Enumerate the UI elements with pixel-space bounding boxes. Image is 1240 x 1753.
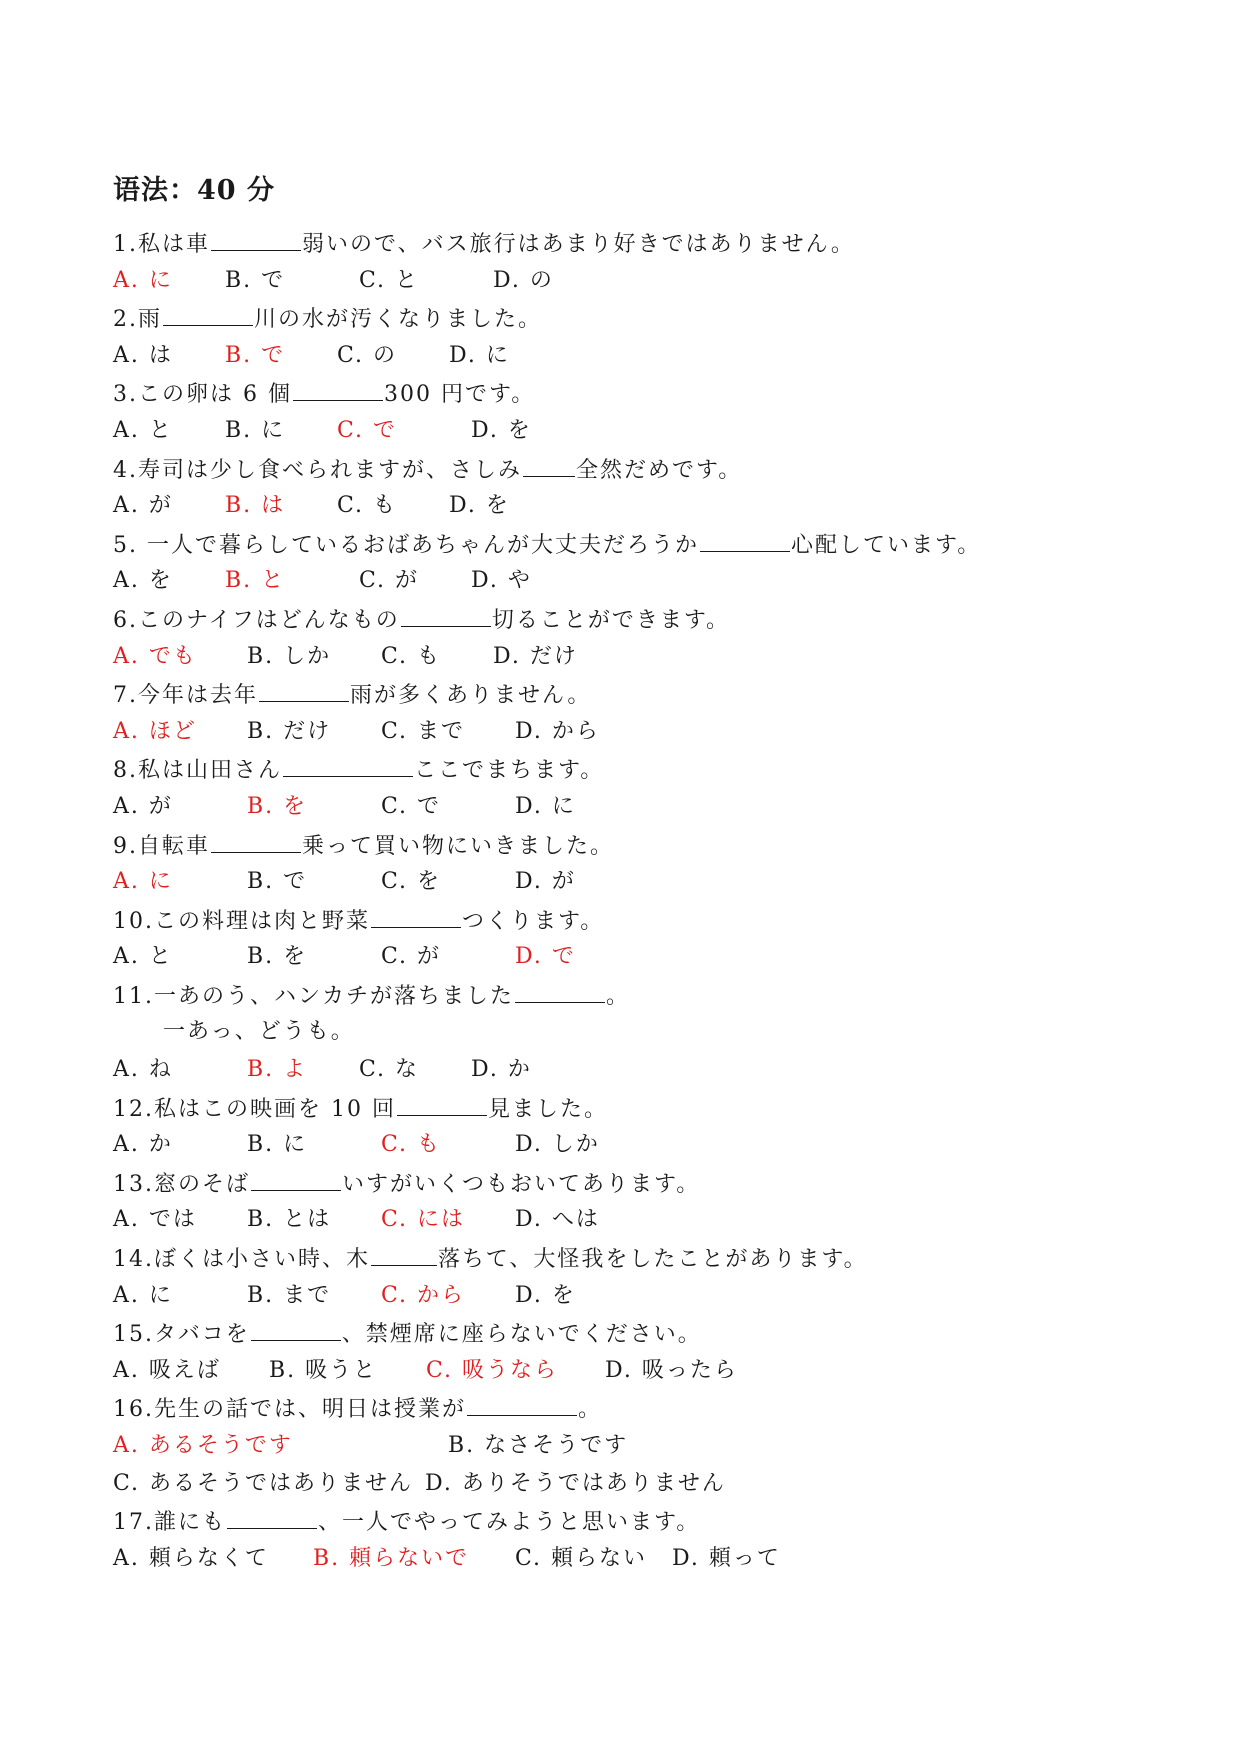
options-row — [113, 412, 1153, 450]
question-text-after: ここでまちます。 — [414, 758, 605, 784]
answer-option[interactable]: D. を — [515, 1282, 576, 1308]
question-number: 2. — [113, 307, 138, 333]
question-text-after: 心配しています。 — [791, 532, 982, 558]
answer-option[interactable]: B. で — [225, 267, 286, 293]
answer-option[interactable]: D. 吸ったら — [605, 1357, 738, 1383]
question-line — [113, 750, 1153, 788]
question-number: 3. — [113, 382, 138, 408]
question-text-before: 先生の話では、明日は授業が — [154, 1397, 467, 1423]
question-line — [113, 224, 1153, 262]
section-title: 语法：40 分 — [113, 175, 275, 206]
question-number: 6. — [113, 607, 138, 633]
question-number: 16. — [113, 1397, 154, 1423]
answer-option[interactable]: A. が — [113, 493, 173, 519]
question-number: 5. — [113, 532, 138, 558]
options-row — [113, 788, 1153, 826]
question-text-after: 300 円です。 — [383, 382, 536, 408]
answer-blank[interactable] — [371, 1239, 437, 1266]
options-row — [113, 337, 1153, 375]
question-line — [113, 450, 1153, 488]
answer-blank[interactable] — [293, 374, 383, 401]
answer-option[interactable]: A. ね — [113, 1057, 173, 1083]
answer-option[interactable]: D. に — [515, 793, 576, 819]
question-number: 10. — [113, 908, 154, 934]
answer-blank[interactable] — [371, 901, 461, 928]
answer-option[interactable]: D. へは — [515, 1207, 600, 1233]
answer-option[interactable]: C. も — [381, 643, 442, 669]
answer-blank[interactable] — [211, 826, 301, 853]
answer-blank[interactable] — [283, 750, 413, 777]
answer-option[interactable]: B. を — [247, 944, 308, 970]
answer-option[interactable]: B. 頼らないで — [313, 1545, 470, 1571]
answer-option[interactable]: A. か — [113, 1132, 173, 1158]
answer-option[interactable]: D. を — [471, 417, 532, 443]
question-text-before: タバコを — [154, 1322, 250, 1348]
options-row — [113, 1201, 1153, 1239]
answer-option[interactable]: B. を — [247, 793, 308, 819]
answer-option[interactable]: C. から — [381, 1282, 466, 1308]
answer-option[interactable]: C. の — [337, 342, 398, 368]
answer-option[interactable]: C. で — [381, 793, 442, 819]
answer-option[interactable]: D. の — [493, 267, 554, 293]
answer-blank[interactable] — [163, 299, 253, 326]
question-text-before: 私は山田さん — [138, 758, 283, 784]
answer-option[interactable]: D. か — [471, 1057, 532, 1083]
question-number: 14. — [113, 1247, 154, 1273]
answer-option[interactable]: C. と — [359, 267, 420, 293]
question-text-before: 私はこの映画を 10 回 — [154, 1096, 396, 1122]
question-line — [113, 976, 1153, 1014]
question-text-before: 一あのう、ハンカチが落ちました — [154, 983, 515, 1009]
answer-option[interactable]: B. とは — [247, 1207, 332, 1233]
answer-option[interactable]: A. あるそうです — [113, 1433, 293, 1458]
question-number: 11. — [113, 983, 154, 1009]
options-row — [113, 562, 1153, 600]
answer-option[interactable]: B. と — [225, 568, 286, 594]
answer-blank[interactable] — [467, 1389, 577, 1416]
question-number: 12. — [113, 1096, 154, 1122]
answer-blank[interactable] — [251, 1314, 341, 1341]
answer-blank[interactable] — [251, 1164, 341, 1191]
question-text-before: 窓のそば — [154, 1171, 251, 1197]
question-text-before: 雨 — [138, 307, 163, 333]
question-text-after: 見ました。 — [487, 1096, 608, 1122]
options-row — [113, 638, 1153, 676]
answer-option[interactable]: D. が — [515, 869, 576, 895]
question-line — [113, 826, 1153, 864]
question-line — [113, 1164, 1153, 1202]
answer-option[interactable]: B. 吸うと — [269, 1357, 378, 1383]
question-line — [113, 525, 1153, 563]
question-number: 17. — [113, 1510, 154, 1536]
answer-option[interactable]: D. や — [471, 568, 532, 594]
question-text-after: 。 — [606, 983, 631, 1009]
question-text-after: 乗って買い物にいきました。 — [302, 833, 615, 859]
question-list — [113, 224, 1153, 1577]
answer-option[interactable]: D. を — [449, 493, 510, 519]
question-text-after: つくります。 — [462, 908, 605, 934]
answer-option[interactable]: C. も — [337, 493, 398, 519]
question-text-before: 寿司は少し食べられますが、さしみ — [138, 457, 523, 483]
question-text-after: 落ちて、大怪我をしたことがあります。 — [438, 1247, 868, 1273]
question-text-after: 。 — [578, 1397, 603, 1423]
options-row — [113, 1352, 1153, 1390]
answer-option[interactable]: A. と — [113, 417, 173, 443]
options-row — [113, 1277, 1153, 1315]
question-second-line: 一あっ、どうも。 — [163, 1019, 355, 1045]
question-line — [113, 1389, 1153, 1427]
answer-option[interactable]: B. に — [247, 1132, 308, 1158]
question-text-after: 弱いので、バス旅行はあまり好きではありません。 — [302, 232, 855, 257]
answer-option[interactable]: A. に — [113, 267, 173, 293]
question-line — [113, 1089, 1153, 1127]
question-number: 9. — [113, 833, 138, 859]
answer-blank[interactable] — [515, 976, 605, 1003]
answer-option[interactable]: B. で — [225, 342, 286, 368]
answer-option[interactable]: C. 頼らない — [515, 1545, 648, 1571]
answer-option[interactable]: B. だけ — [247, 718, 332, 744]
options-row — [113, 1126, 1153, 1164]
question-text-after: 川の水が汚くなりました。 — [254, 307, 543, 333]
question-number: 13. — [113, 1171, 154, 1197]
answer-option[interactable]: C. な — [359, 1057, 420, 1083]
answer-option[interactable]: B. は — [225, 493, 286, 519]
answer-option[interactable]: D. だけ — [493, 643, 578, 669]
answer-option[interactable]: A. では — [113, 1207, 197, 1233]
question-text-before: この卵は 6 個 — [138, 382, 292, 408]
answer-blank[interactable] — [227, 1502, 317, 1529]
options-row — [113, 262, 1153, 300]
question-text-before: 自転車 — [138, 833, 211, 859]
answer-option[interactable]: A. 頼らなくて — [113, 1545, 269, 1571]
answer-option[interactable]: B. しか — [247, 643, 332, 669]
answer-option[interactable]: C. まで — [381, 718, 466, 744]
answer-option[interactable]: C. が — [359, 568, 420, 594]
answer-option[interactable]: A. に — [113, 869, 173, 895]
question-text-after: 全然だめです。 — [576, 457, 743, 483]
answer-option[interactable]: C. 吸うなら — [426, 1357, 559, 1383]
question-text-before: 一人で暮らしているおばあちゃんが大丈夫だろうか — [138, 532, 699, 558]
answer-option[interactable]: D. ありそうではありません — [425, 1470, 726, 1496]
question-text-before: 誰にも — [154, 1510, 227, 1536]
question-line — [113, 1502, 1153, 1540]
question-line — [113, 901, 1153, 939]
answer-option[interactable]: A. ほど — [113, 718, 197, 744]
answer-blank[interactable] — [397, 1089, 487, 1116]
answer-option[interactable]: C. あるそうではありません — [113, 1470, 414, 1496]
answer-option[interactable]: D. に — [449, 342, 510, 368]
question-number: 7. — [113, 683, 138, 709]
answer-option[interactable]: C. を — [381, 869, 442, 895]
options-row — [113, 1465, 1153, 1503]
question-text-after: 雨が多くありません。 — [350, 683, 592, 709]
answer-blank[interactable] — [523, 450, 575, 477]
answer-option[interactable]: B. まで — [247, 1282, 332, 1308]
question-text-after: 、一人でやってみようと思います。 — [318, 1510, 701, 1536]
answer-option[interactable]: A. を — [113, 568, 173, 594]
answer-option[interactable]: A. と — [113, 944, 173, 970]
answer-option[interactable]: B. なさそうです — [448, 1433, 629, 1458]
question-line — [113, 374, 1153, 412]
answer-option[interactable]: C. が — [381, 944, 442, 970]
answer-blank[interactable] — [700, 525, 790, 552]
answer-option[interactable]: A. 吸えば — [113, 1357, 221, 1383]
question-text-before: ぼくは小さい時、木 — [154, 1247, 371, 1273]
question-text-before: 私は車 — [138, 232, 211, 257]
question-number: 1. — [113, 232, 138, 257]
answer-blank[interactable] — [401, 600, 491, 627]
options-row — [113, 713, 1153, 751]
question-text-after: 切ることができます。 — [491, 607, 731, 633]
question-number: 4. — [113, 457, 138, 483]
answer-option[interactable]: A. に — [113, 1282, 173, 1308]
question-number: 15. — [113, 1322, 154, 1348]
question-text-before: このナイフはどんなもの — [138, 607, 400, 633]
question-text-before: この料理は肉と野菜 — [154, 908, 371, 934]
answer-option[interactable]: A. は — [113, 342, 173, 368]
answer-blank[interactable] — [211, 224, 301, 251]
answer-option[interactable]: A. でも — [113, 643, 197, 669]
answer-option[interactable]: B. に — [225, 417, 286, 443]
question-number: 8. — [113, 758, 138, 784]
question-line — [113, 299, 1153, 337]
question-line — [113, 1314, 1153, 1352]
answer-option[interactable]: C. には — [381, 1207, 466, 1233]
answer-option[interactable]: D. 頼って — [672, 1545, 781, 1571]
answer-option[interactable]: D. で — [515, 944, 576, 970]
answer-option[interactable]: C. も — [381, 1132, 442, 1158]
question-line — [113, 675, 1153, 713]
answer-option[interactable]: C. で — [337, 417, 398, 443]
options-row — [113, 938, 1153, 976]
question-text-before: 今年は去年 — [138, 683, 259, 709]
question-text-after: 、禁煙席に座らないでください。 — [341, 1322, 702, 1348]
question-text-after: いすがいくつもおいてあります。 — [342, 1171, 701, 1197]
options-row — [113, 1540, 1153, 1578]
question-line — [113, 1239, 1153, 1277]
answer-option[interactable]: D. から — [515, 718, 600, 744]
options-row — [113, 863, 1153, 901]
options-row — [113, 1051, 1153, 1089]
answer-option[interactable]: D. しか — [515, 1132, 600, 1158]
answer-option[interactable]: A. が — [113, 793, 173, 819]
answer-option[interactable]: B. よ — [247, 1057, 308, 1083]
options-row — [113, 487, 1153, 525]
answer-blank[interactable] — [259, 675, 349, 702]
answer-option[interactable]: B. で — [247, 869, 308, 895]
options-row — [113, 1427, 1153, 1465]
question-line — [113, 600, 1153, 638]
